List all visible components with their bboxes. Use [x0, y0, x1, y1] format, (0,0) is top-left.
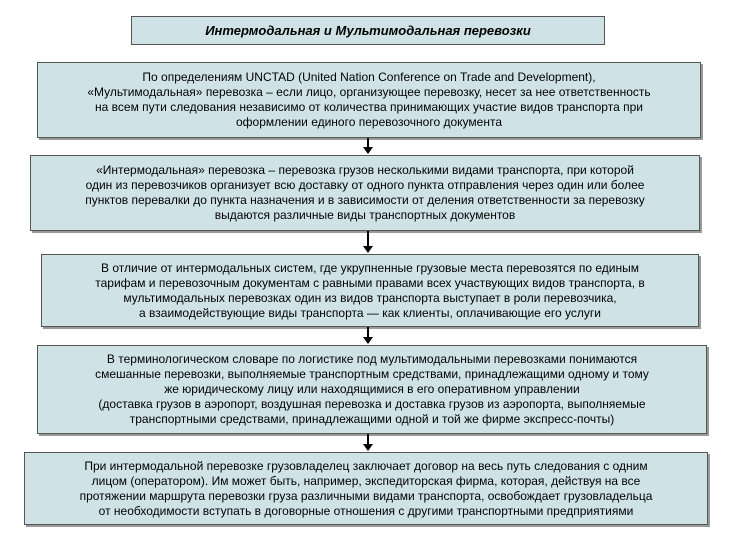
diagram-title: Интермодальная и Мультимодальная перевозки — [131, 16, 605, 45]
definition-box-unctad-multimodal: По определениям UNCTAD (United Nation Conference on Trade and Development), «Мультимодальная» перевозка – если лицо, организующее перевозку, несет за нее ответственность на всем пути следования независимо от количества принимающих участие видов транспорта при оформлении единого перевозочного документа — [37, 62, 701, 138]
logistics-dictionary-box: В терминологическом словаре по логистике под мультимодальными перевозками понимаются смешанные перевозки, выполняемые транспортным средствами, принадлежащими одному и тому же юридическому лицу или находящимися в его оперативном управлении (доставка грузов в аэропорт, воздушная перевозка и доставка грузов из аэропорта, выполняемые транспортными средствами, принадлежащими одной и той же фирме экспресс-почты) — [37, 345, 707, 434]
down-arrow-2 — [367, 231, 369, 247]
down-arrow-3 — [367, 327, 369, 338]
definition-box-intermodal: «Интермодальная» перевозка – перевозка грузов несколькими видами транспорта, при которой один из перевозчиков организует всю доставку от одного пункта отправления через один или более пунктов перевалки до пункта назначения и в зависимости от деления ответственности за перевозку выдаются различные виды транспортных документов — [30, 155, 700, 231]
intermodal-contract-box: При интермодальной перевозке грузовладелец заключает договор на весь путь следования с одним лицом (оператором). Им может быть, например, экспедиторская фирма, которая, действуя на все протяжении маршрута перевозки груза различными видами транспорта, освобождает грузовладельца от необходимости вступать в договорные отношения с другими транспортными предприятиями — [24, 452, 708, 525]
comparison-box: В отличие от интермодальных систем, где укрупненные грузовые места перевозятся по единым тарифам и перевозочным документам с равными правами всех участвующих видов транспорта, в мультимодальных перевозках один из видов транспорта выступает в роли перевозчика, а взаимодействующие виды транспорта — как клиенты, оплачивающие его услуги — [41, 254, 699, 327]
down-arrow-1 — [367, 138, 369, 148]
down-arrow-4 — [367, 434, 369, 445]
